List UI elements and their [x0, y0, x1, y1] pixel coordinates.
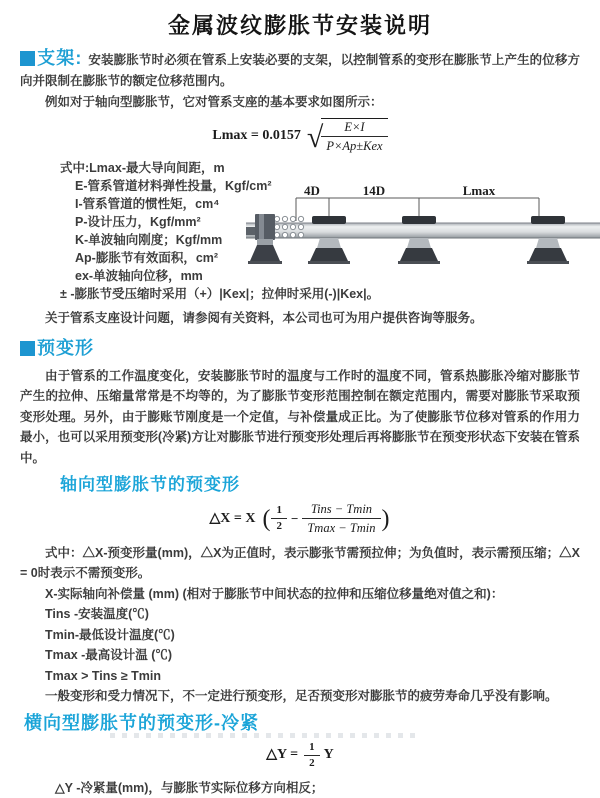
radical-sign-icon: √: [306, 120, 324, 154]
lateral-definition-lines: [20, 778, 580, 798]
definition-item: ex-单波轴向位移，mm: [75, 268, 203, 283]
guide-spacing-formula: [20, 118, 580, 155]
definition-item: I-管系管道的惯性矩，cm⁴: [75, 196, 220, 211]
fraction-numerator: Tins − Tmin: [302, 501, 380, 519]
half-fraction: [271, 504, 287, 533]
temperature-fraction: [302, 501, 380, 537]
fraction-numerator: 1: [304, 741, 320, 756]
close-paren: ): [381, 505, 390, 532]
support-section-header: [20, 48, 88, 68]
definition-item: ± -膨胀节受压缩时采用（+）|Kex|；拉伸时采用(-)|Kex|。: [60, 286, 380, 301]
half-fraction: [304, 741, 320, 770]
minus-operator: −: [290, 511, 299, 527]
axial-explanation: 式中：△X-预变形量(mm)，△X为正值时，表示膨张节需预拉伸；为负值时，表示需预压缩；△X = 0时表示不需预变形。: [20, 545, 580, 580]
fraction-denominator: Tmax − Tmin: [307, 521, 376, 536]
section-square-icon: [20, 341, 35, 356]
guide-support: [398, 216, 440, 264]
open-paren: (: [262, 505, 271, 532]
support-heading-label: 支架:: [37, 48, 83, 68]
predeform-heading-label: 预变形: [37, 337, 94, 358]
formula-lhs: Lmax = 0.0157: [212, 128, 301, 144]
support-example-line: 例如对于轴向型膨胀节，它对管系支座的基本要求如图所示：: [45, 95, 383, 109]
formula-fraction: [321, 118, 387, 155]
axial-item: Tmin-最低设计温度(℃): [45, 627, 175, 642]
definition-item: Ap-膨胀节有效面积，cm²: [75, 250, 219, 265]
pipe-support-diagram: [246, 182, 600, 285]
axial-predeform-formula: [20, 501, 580, 537]
lateral-item: △Y -冷紧量(mm)，与膨胀节实际位移方向相反；: [55, 780, 324, 795]
dim-label-4d: 4D: [304, 182, 320, 198]
lateral-predeform-formula: [20, 741, 580, 770]
axial-subheading: 轴向型膨胀节的预变形: [60, 475, 240, 494]
dim-label-lmax: Lmax: [462, 182, 496, 198]
predeform-section-header: [20, 336, 580, 362]
fraction-numerator: E×I: [321, 119, 387, 137]
support-intro-paragraph: [20, 48, 580, 92]
definition-item: 式中:Lmax-最大导向间距，m: [60, 160, 225, 175]
fraction-denominator: 2: [276, 520, 282, 533]
dim-label-14d: 14D: [362, 182, 386, 198]
fraction-denominator: 2: [309, 756, 315, 769]
document-page: [0, 12, 600, 795]
lateral-subheading: 横向型膨胀节的预变形-冷紧: [24, 712, 259, 733]
definition-item: K-单波轴向刚度；Kgf/mm: [75, 232, 223, 247]
guide-support: [527, 216, 569, 264]
definitions-and-diagram: [20, 159, 580, 305]
predeform-paragraph: 由于管系的工作温度变化，安装膨胀节时的温度与工作时的温度不同，管系热膨胀冷缩对膨胀节产生的拉伸、压缩量常常是不均等的，为了膨胀节变形范围控制在额定范围内，需要对膨胀节采取预变形处理。另外，由于膨账节刚度是一个定值，与补偿量成正比。为了使膨胀节位移对管系的作用力最小，也可以采用预变形(冷紧)方让对膨胀节进行预变形处理后再将膨胀节在预变形状态下安装在管系中。: [20, 368, 580, 465]
cutoff-text-fragment: [110, 733, 415, 738]
section-square-icon: [20, 51, 35, 66]
axial-definition-lines: [20, 584, 580, 707]
fraction-numerator: 1: [271, 504, 287, 519]
support-note: 关于管系支座设计问题，请参阅有关资料，本公司也可为用户提供咨询等服务。: [45, 310, 483, 325]
formula-lhs: △X = X: [209, 510, 256, 526]
support-intro-text: 安装膨胀节时必须在管系上安装必要的支架，以控制管系的变形在膨胀节上产生的位移方向并限制在膨胀节的额定位移范围内。: [20, 53, 580, 88]
guide-support: [308, 216, 350, 264]
definition-item: E-管系管道材料弹性投量，Kgf/cm²: [75, 178, 272, 193]
definition-item: P-设计压力，Kgf/mm²: [75, 214, 201, 229]
formula-lhs: △Y =: [266, 747, 299, 763]
axial-item: Tmax > Tins ≥ Tmin: [45, 668, 162, 683]
axial-item: 一般变形和受力情况下，不一定进行预变形，足否预变形对膨胀节的疲劳寿命几乎没有影响。: [45, 689, 558, 703]
fraction-denominator: P×Ap±Kex: [326, 139, 383, 154]
axial-item: X-实际轴向补偿量 (mm) (相对于膨胀节中间状态的拉伸和压缩位移量绝对值之和)：: [45, 586, 504, 601]
sqrt-expression: [307, 118, 388, 155]
axial-item: Tmax -最高设计温 (℃): [45, 648, 173, 662]
axial-item: Tins -安装温度(℃): [45, 607, 149, 621]
page-title: 金属波纹膨胀节安装说明: [167, 13, 432, 38]
formula-rhs: Y: [323, 747, 334, 763]
